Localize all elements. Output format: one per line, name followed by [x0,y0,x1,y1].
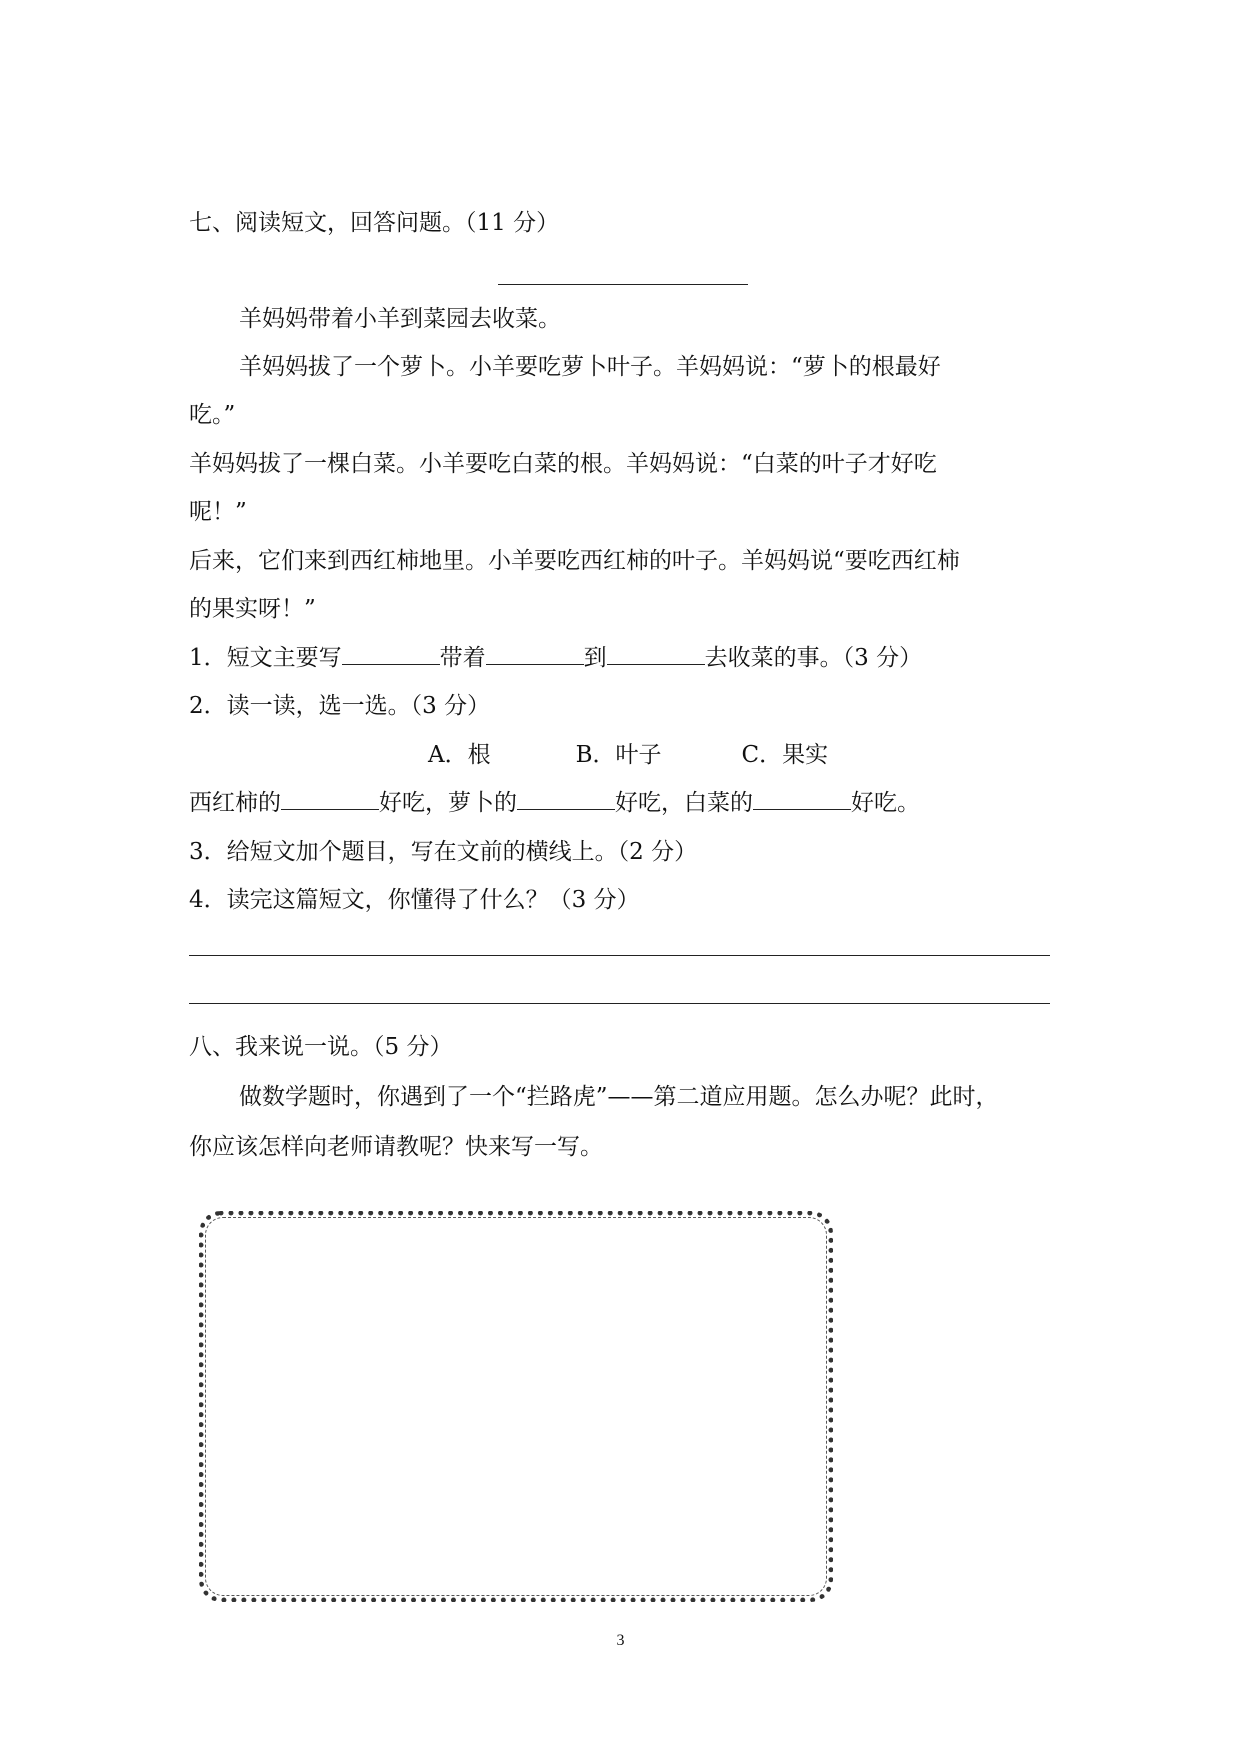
question-4: 4．读完这篇短文，你懂得了什么？（3 分） [189,887,640,913]
question-3: 3．给短文加个题目，写在文前的横线上。（2 分） [189,839,698,865]
section-8-heading [189,1031,452,1063]
passage-paragraph-4-line-1: 后来，它们来到西红柿地里。小羊要吃西红柿的叶子。羊妈妈说“要吃西红柿 [189,548,960,574]
question-2-fill-text-c: 好吃，白菜的 [615,790,753,816]
question-1-text-b: 带着 [439,645,486,671]
answer-line-1[interactable] [189,954,1050,956]
question-2-blank-3[interactable] [753,787,851,810]
writing-box-inner-border [205,1217,827,1596]
passage-paragraph-4-line-2: 的果实呀！” [189,596,316,622]
question-2-fill [189,787,920,819]
question-1-text-c: 到 [583,645,607,671]
passage-paragraph-3-line-1: 羊妈妈拔了一棵白菜。小羊要吃白菜的根。羊妈妈说：“白菜的叶子才好吃 [189,451,937,477]
question-2-blank-1[interactable] [281,787,379,810]
page-number: 3 [616,1632,625,1649]
question-2-fill-text-b: 好吃，萝卜的 [379,790,517,816]
question-2-options [428,739,828,771]
section-8-prompt-line-1: 做数学题时，你遇到了一个“拦路虎”——第二道应用题。怎么办呢？此时， [239,1084,999,1110]
option-c: C．果实 [741,742,829,768]
question-2-fill-text-a: 西红柿的 [189,790,281,816]
passage-paragraph-1: 羊妈妈带着小羊到菜园去收菜。 [239,306,561,332]
question-1-blank-2[interactable] [486,642,584,665]
question-2-fill-text-d: 好吃。 [851,790,920,816]
passage-title-blank[interactable] [498,283,748,285]
section-8-prompt-line-2: 你应该怎样向老师请教呢？快来写一写。 [189,1134,603,1160]
passage-paragraph-3-line-2: 呢！” [189,499,247,525]
section-7-score: （11 分） [465,210,560,236]
option-a: A．根 [428,742,491,768]
section-8-title: 八、我来说一说。 [189,1034,373,1060]
question-1-blank-1[interactable] [342,642,440,665]
question-1 [189,642,922,674]
answer-line-2[interactable] [189,1002,1050,1004]
question-1-text-a: 1．短文主要写 [189,645,342,671]
passage-paragraph-2-line-1: 羊妈妈拔了一个萝卜。小羊要吃萝卜叶子。羊妈妈说：“萝卜的根最好 [239,354,941,380]
passage-paragraph-2-line-2: 吃。” [189,402,236,428]
question-1-blank-3[interactable] [607,642,705,665]
section-7-heading [189,207,559,239]
question-2: 2．读一读，选一选。（3 分） [189,693,491,719]
question-1-text-d: 去收菜的事。（3 分） [704,645,923,671]
section-7-title: 七、阅读短文，回答问题。 [189,210,465,236]
question-2-blank-2[interactable] [517,787,615,810]
option-b: B．叶子 [575,742,662,768]
section-8-score: （5 分） [373,1034,453,1060]
